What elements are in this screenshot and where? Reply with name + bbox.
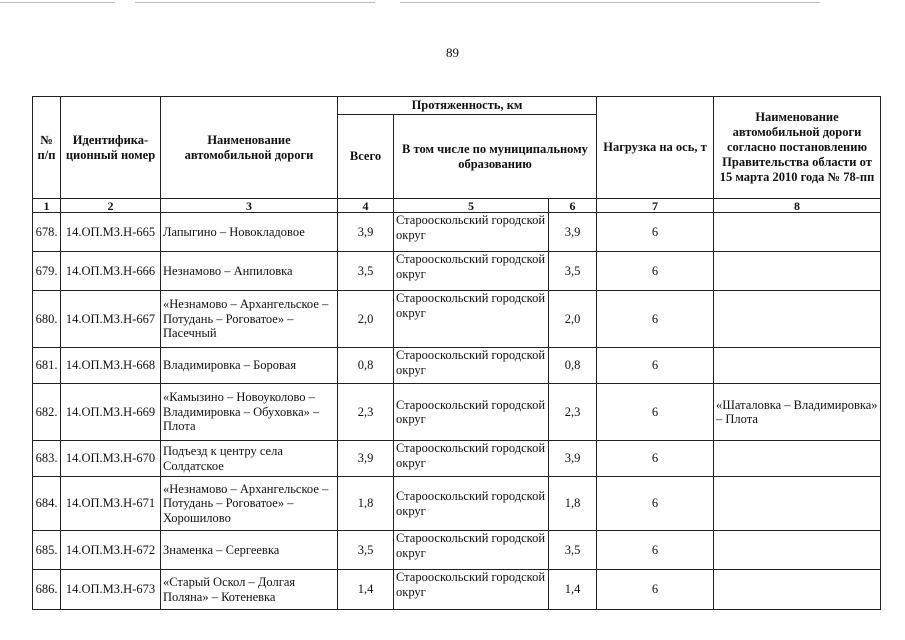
road-name: Знаменка – Сергеевка — [161, 531, 338, 570]
municipality-length: 3,9 — [549, 213, 597, 252]
road-id: 14.ОП.МЗ.Н-666 — [61, 252, 161, 291]
road-name: Владимировка – Боровая — [161, 348, 338, 384]
header-municipality: В том числе по муниципальному образованию — [394, 115, 597, 199]
axle-load: 6 — [597, 384, 714, 441]
table-row — [33, 570, 881, 610]
table-row — [33, 252, 881, 291]
road-name: «Незнамово – Архангельское – Потудань – Роговатое» – Пасечный — [161, 291, 338, 348]
old-road-name — [714, 570, 881, 610]
header-total: Всего — [338, 115, 394, 199]
axle-load: 6 — [597, 348, 714, 384]
municipality-length: 3,9 — [549, 441, 597, 477]
municipality: Старооскольский городской округ — [394, 477, 549, 531]
length-total: 3,9 — [338, 213, 394, 252]
row-number: 682. — [33, 384, 61, 441]
axle-load: 6 — [597, 531, 714, 570]
column-number: 8 — [714, 199, 881, 213]
old-road-name — [714, 441, 881, 477]
road-name: Подъезд к центру села Солдатское — [161, 441, 338, 477]
length-total: 3,5 — [338, 531, 394, 570]
column-number-row — [33, 199, 881, 213]
header-old-name: Наименование автомобильной дороги согласно постановлению Правительства области от 15 марта 2010 года № 78-пп — [714, 97, 881, 199]
column-number: 6 — [549, 199, 597, 213]
scan-edge-line — [0, 2, 115, 3]
roads-table — [32, 96, 881, 610]
scan-edge-line — [400, 2, 820, 3]
header-axle-load: Нагрузка на ось, т — [597, 97, 714, 199]
column-number: 4 — [338, 199, 394, 213]
axle-load: 6 — [597, 570, 714, 610]
table-row — [33, 213, 881, 252]
road-id: 14.ОП.МЗ.Н-673 — [61, 570, 161, 610]
length-total: 1,8 — [338, 477, 394, 531]
length-total: 2,3 — [338, 384, 394, 441]
length-total: 3,5 — [338, 252, 394, 291]
length-total: 1,4 — [338, 570, 394, 610]
old-road-name — [714, 531, 881, 570]
axle-load: 6 — [597, 477, 714, 531]
row-number: 686. — [33, 570, 61, 610]
old-road-name: «Шаталовка – Владимировка» – Плота — [714, 384, 881, 441]
length-total: 0,8 — [338, 348, 394, 384]
column-number: 7 — [597, 199, 714, 213]
row-number: 681. — [33, 348, 61, 384]
old-road-name — [714, 348, 881, 384]
length-total: 2,0 — [338, 291, 394, 348]
road-name: «Старый Оскол – Долгая Поляна» – Котеневка — [161, 570, 338, 610]
road-id: 14.ОП.МЗ.Н-668 — [61, 348, 161, 384]
road-id: 14.ОП.МЗ.Н-671 — [61, 477, 161, 531]
column-number: 1 — [33, 199, 61, 213]
axle-load: 6 — [597, 252, 714, 291]
header-number: № п/п — [33, 97, 61, 199]
road-name: Лапыгино – Новокладовое — [161, 213, 338, 252]
column-number: 3 — [161, 199, 338, 213]
column-number: 2 — [61, 199, 161, 213]
column-number: 5 — [394, 199, 549, 213]
road-id: 14.ОП.МЗ.Н-669 — [61, 384, 161, 441]
table-row — [33, 384, 881, 441]
municipality: Старооскольский городской округ — [394, 252, 549, 291]
old-road-name — [714, 477, 881, 531]
municipality: Старооскольский городской округ — [394, 291, 549, 348]
municipality-length: 0,8 — [549, 348, 597, 384]
road-id: 14.ОП.МЗ.Н-672 — [61, 531, 161, 570]
municipality-length: 1,4 — [549, 570, 597, 610]
axle-load: 6 — [597, 441, 714, 477]
municipality: Старооскольский городской округ — [394, 348, 549, 384]
row-number: 678. — [33, 213, 61, 252]
scan-edge-line — [135, 2, 375, 3]
row-number: 680. — [33, 291, 61, 348]
row-number: 684. — [33, 477, 61, 531]
municipality: Старооскольский городской округ — [394, 213, 549, 252]
header-road-name: Наименование автомобильной дороги — [161, 97, 338, 199]
road-id: 14.ОП.МЗ.Н-670 — [61, 441, 161, 477]
table-row — [33, 441, 881, 477]
municipality: Старооскольский городской округ — [394, 384, 549, 441]
municipality-length: 3,5 — [549, 531, 597, 570]
municipality-length: 2,0 — [549, 291, 597, 348]
road-name: «Камызино – Новоуколово – Владимировка – Обуховка» – Плота — [161, 384, 338, 441]
row-number: 685. — [33, 531, 61, 570]
row-number: 683. — [33, 441, 61, 477]
road-id: 14.ОП.МЗ.Н-667 — [61, 291, 161, 348]
row-number: 679. — [33, 252, 61, 291]
length-total: 3,9 — [338, 441, 394, 477]
axle-load: 6 — [597, 213, 714, 252]
municipality-length: 1,8 — [549, 477, 597, 531]
municipality: Старооскольский городской округ — [394, 570, 549, 610]
municipality: Старооскольский городской округ — [394, 441, 549, 477]
table-row — [33, 291, 881, 348]
road-name: Незнамово – Анпиловка — [161, 252, 338, 291]
municipality-length: 3,5 — [549, 252, 597, 291]
old-road-name — [714, 213, 881, 252]
municipality: Старооскольский городской округ — [394, 531, 549, 570]
municipality-length: 2,3 — [549, 384, 597, 441]
road-name: «Незнамово – Архангельское – Потудань – Роговатое» – Хорошилово — [161, 477, 338, 531]
table-row — [33, 531, 881, 570]
old-road-name — [714, 291, 881, 348]
road-id: 14.ОП.МЗ.Н-665 — [61, 213, 161, 252]
table-row — [33, 348, 881, 384]
page-number: 89 — [446, 45, 459, 60]
header-id: Идентифика-ционный номер — [61, 97, 161, 199]
header-length-group: Протяженность, км — [338, 97, 597, 115]
axle-load: 6 — [597, 291, 714, 348]
old-road-name — [714, 252, 881, 291]
table-row — [33, 477, 881, 531]
